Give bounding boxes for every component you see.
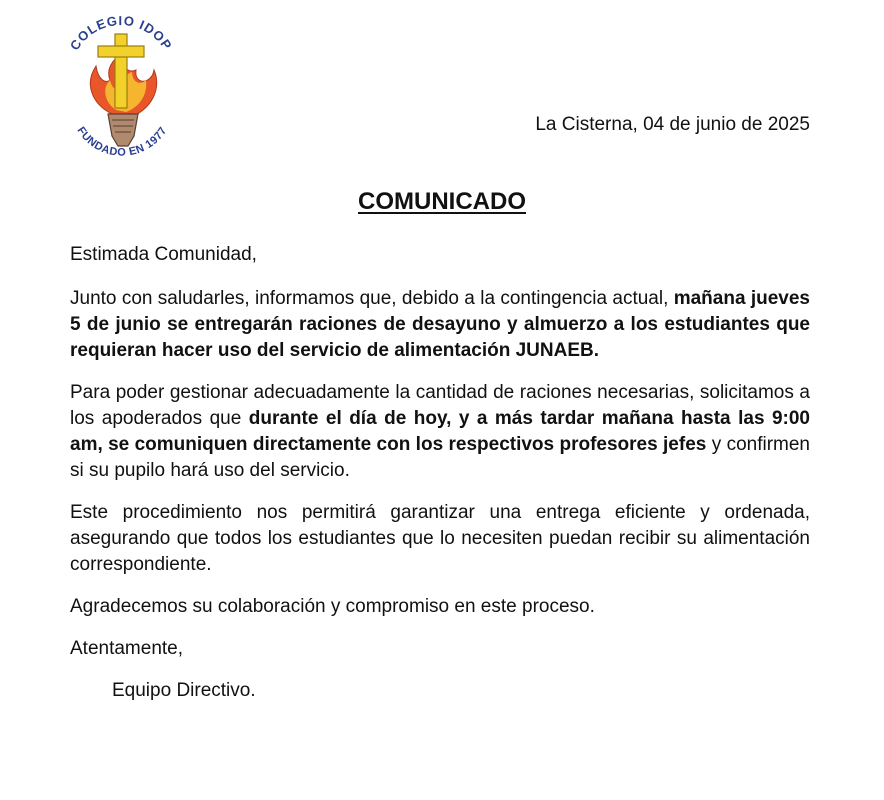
colegio-idop-emblem-icon bbox=[62, 14, 180, 164]
logo-motto: FUNDADO EN 1977 bbox=[74, 124, 170, 159]
paragraph-1 bbox=[70, 286, 810, 364]
document-title: COMUNICADO bbox=[358, 188, 526, 215]
document-date: La Cisterna, 04 de junio de 2025 bbox=[535, 114, 810, 135]
letter-body bbox=[70, 242, 810, 720]
paragraph-2-bold: durante el día de hoy, y a más tardar mañana hasta las 9:00 am, se comuniquen directamente con los respectivos profesores jefes bbox=[70, 408, 810, 455]
signature: Equipo Directivo. bbox=[112, 680, 256, 701]
paragraph-2-tail: y confirmen si su pupilo hará uso del servicio. bbox=[70, 434, 810, 481]
greeting: Estimada Comunidad, bbox=[70, 244, 257, 265]
paragraph-2-text: Para poder gestionar adecuadamente la cantidad de raciones necesarias, solicitamos a los apoderados que bbox=[70, 382, 810, 429]
paragraph-1-bold: mañana jueves 5 de junio se entregarán raciones de desayuno y almuerzo a los estudiantes que requieran hacer uso del servicio de alimentación JUNAEB. bbox=[70, 288, 811, 361]
paragraph-3: Este procedimiento nos permitirá garantizar una entrega eficiente y ordenada, asegurando que todos los estudiantes que lo necesiten puedan recibir su alimentación correspondiente. bbox=[70, 502, 810, 575]
logo-name: COLEGIO IDOP bbox=[66, 14, 176, 53]
paragraph-2 bbox=[70, 380, 810, 484]
school-logo bbox=[62, 14, 180, 164]
paragraph-1-text: Junto con saludarles, informamos que, debido a la contingencia actual, bbox=[70, 288, 674, 309]
closing: Atentamente, bbox=[70, 638, 184, 659]
paragraph-4: Agradecemos su colaboración y compromiso en este proceso. bbox=[70, 596, 595, 617]
